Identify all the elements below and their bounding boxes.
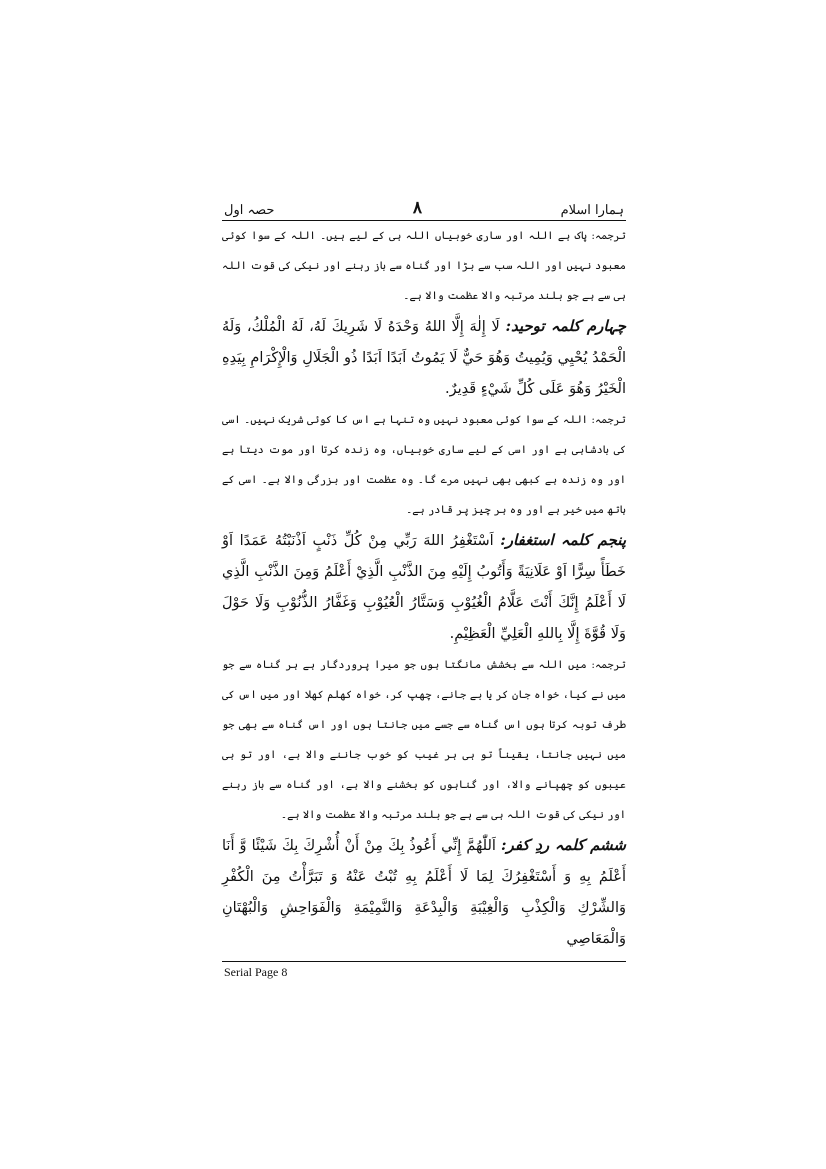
kalima4-text <box>222 311 626 405</box>
kalima4-heading: چہارم کلمہ توحید: <box>505 317 626 335</box>
footer-rule <box>222 961 626 962</box>
kalima6-text <box>222 830 626 955</box>
page-number: ۸ <box>412 198 423 218</box>
page-header <box>222 196 626 218</box>
kalima6-heading: ششم کلمہ ردِ کفر: <box>501 836 626 854</box>
book-title: ہمارا اسلام <box>560 203 624 218</box>
kalima4-arabic: لَا إِلٰهَ إِلَّا اللهُ وَحْدَهُ لَا شَرِيكَ لَهُ، لَهُ الْمُلْكُ، وَلَهُ الْحَمْدُ يُحْيِي وَيُمِيتُ وَهُوَ حَيٌّ لَا يَمُوتُ اَبَدًا اَبَدًا ذُو الْجَلَالِ وَالْإِكْرَامِ بِيَدِهِ الْخَيْرُ وَهُوَ عَلَى كُلِّ شَيْءٍ قَدِيرٌ. <box>222 319 626 397</box>
serial-page-footer: Serial Page 8 <box>224 965 288 979</box>
kalima5-heading: پنجم کلمہ استغفار: <box>500 531 626 549</box>
book-page <box>222 196 626 980</box>
kalima4-translation: ترجمہ: اللہ کے سوا کوئی معبود نہیں وہ تنہا ہے اس کا کوئی شریک نہیں۔ اسی کی بادشاہی ہے اور اسی کے لیے ساری خوبیاں، وہ زندہ کرتا اور موت دیتا ہے اور وہ زندہ ہے کبھی بھی نہیں مرے گا۔ وہ عظمت اور بزرگی والا ہے۔ اسی کے ہاتھ میں خیر ہے اور وہ ہر چیز پر قادر ہے۔ <box>222 414 626 516</box>
kalima6-arabic: اَللّٰهُمَّ إِنِّي أَعُوذُ بِكَ مِنْ أَنْ أُشْرِكَ بِكَ شَيْئًا وَّ أَنَا أَعْلَمُ بِهِ وَ أَسْتَغْفِرُكَ لِمَا لَا أَعْلَمُ بِهِ تُبْتُ عَنْهُ وَ تَبَرَّأْتُ مِنَ الْكُفْرِ وَالشِّرْكِ وَالْكِذْبِ وَالْغِيْبَةِ وَالْبِدْعَةِ وَالنَّمِيْمَةِ وَالْفَوَاحِشِ وَالْبُهْتَانِ وَالْمَعَاصِي <box>222 838 626 947</box>
kalima5-arabic: اَسْتَغْفِرُ اللهَ رَبِّي مِنْ كُلِّ ذَنْبٍ اَذْنَبْتُهُ عَمَدًا اَوْ خَطَأً سِرًّا اَوْ عَلَانِيَةً وَأَتُوبُ إِلَيْهِ مِنَ الذَّنْبِ الَّذِيْ أَعْلَمُ وَمِنَ الذَّنْبِ الَّذِي لَا أَعْلَمُ إِنَّكَ أَنْتَ عَلَّامُ الْغُيُوْبِ وَسَتَّارُ الْعُيُوْبِ وَغَفَّارُ الذُّنُوْبِ وَلَا حَوْلَ وَلَا قُوَّةَ إِلَّا بِاللهِ الْعَلِيِّ الْعَظِيْمِ. <box>222 533 626 642</box>
part-label: حصہ اول <box>224 203 275 218</box>
kalima3-translation: ترجمہ: پاک ہے اللہ اور ساری خوبیاں اللہ ہی کے لیے ہیں۔ اللہ کے سوا کوئی معبود نہیں اور اللہ سب سے بڑا اور گناہ سے باز رہنے اور نیکی کی قوت اللہ ہی سے ہے جو بلند مرتبہ والا عظمت والا ہے۔ <box>222 230 626 302</box>
kalima5-translation: ترجمہ: میں اللہ سے بخشش مانگتا ہوں جو میرا پروردگار ہے ہر گناہ سے جو میں نے کیا، خواہ جان کر یا بے جانے، چھپ کر، خواہ کھلم کھلا اور میں اس کی طرف توبہ کرتا ہوں اس گناہ سے جسے میں جانتا ہوں اور اس گناہ سے بھی جو میں نہیں جانتا، یقیناً تو ہی ہر غیب کو خوب جاننے والا ہے، اور تو ہی عیبوں کو چھپانے والا، اور گناہوں کو بخشنے والا ہے، اور گناہ سے باز رہنے اور نیکی کی قوت اللہ ہی سے ہے جو بلند مرتبہ والا عظمت والا ہے۔ <box>222 659 626 821</box>
kalima5-text <box>222 525 626 650</box>
